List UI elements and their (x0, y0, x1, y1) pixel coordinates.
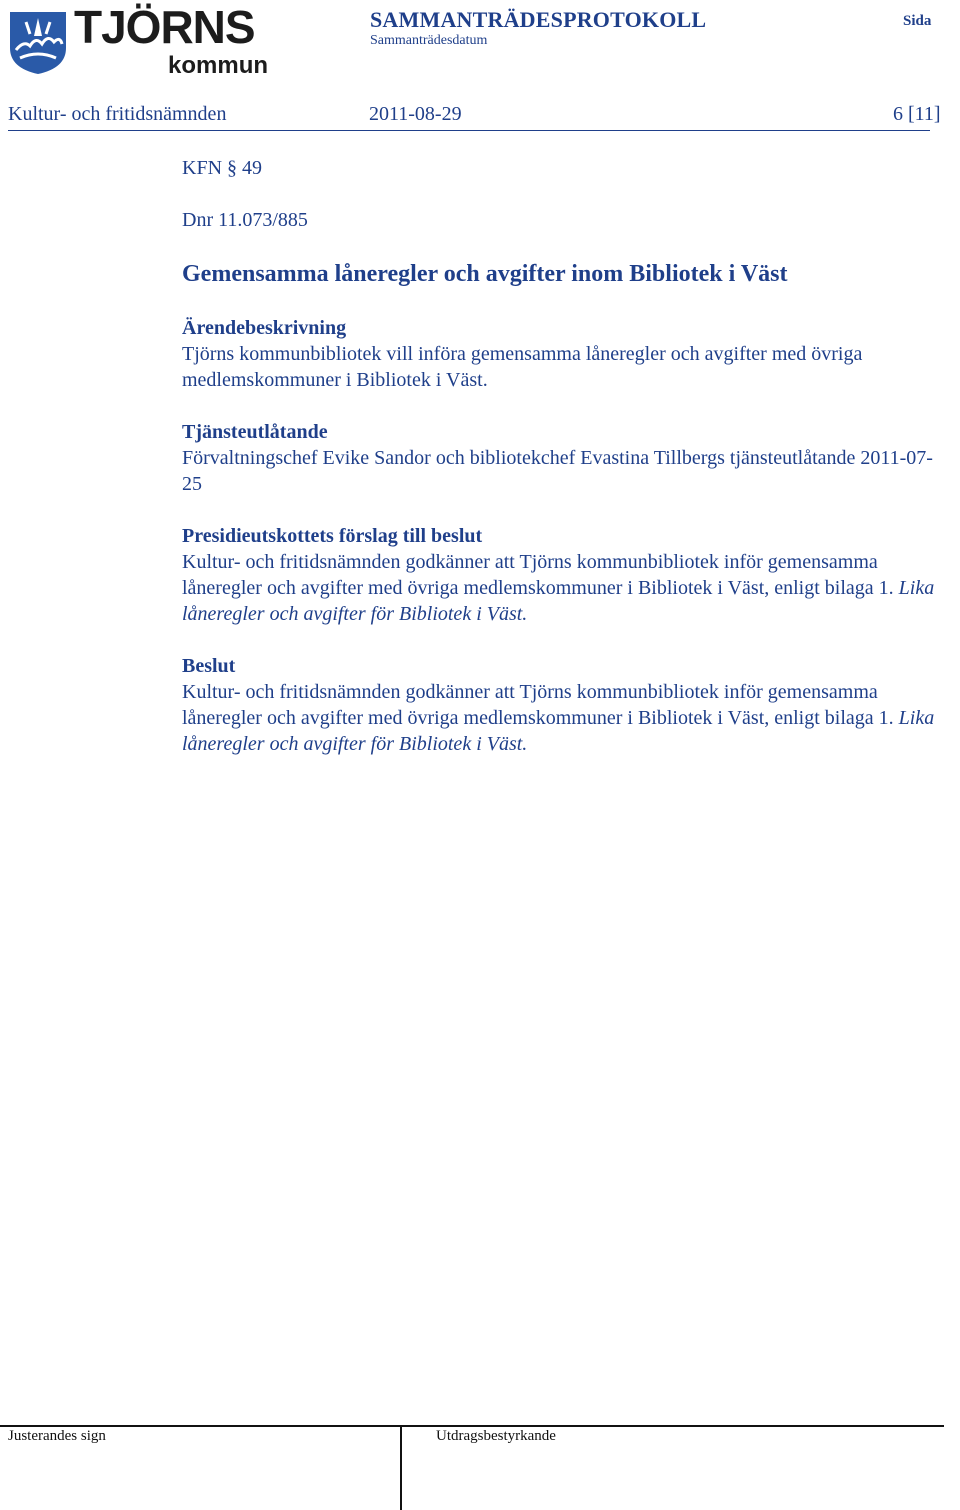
section-text: Tjörns kommunbibliotek vill införa gemensamma låneregler och avgifter med övriga medlemskommuner i Bibliotek i Väst. (182, 343, 863, 391)
meeting-date: 2011-08-29 (369, 103, 462, 125)
section-decision (182, 653, 952, 757)
logo-subtitle: kommun (168, 52, 269, 79)
footer-divider (0, 1425, 944, 1427)
section-paragraph-number: KFN § 49 (182, 157, 263, 179)
attachment-title: Lika låneregler och avgifter för Bibliotek i Väst. (182, 707, 935, 755)
case-number: Dnr 11.073/885 (182, 209, 308, 231)
committee-name: Kultur- och fritidsnämnden (8, 103, 227, 125)
header-divider (8, 130, 930, 131)
section-heading: Tjänsteutlåtande (182, 421, 328, 443)
meeting-date-label: Sammanträdesdatum (370, 33, 488, 48)
adjuster-signature-label: Justerandes sign (8, 1428, 106, 1444)
page-label: Sida (903, 13, 932, 29)
footer-column-divider (400, 1425, 402, 1510)
section-text-body: Kultur- och fritidsnämnden godkänner att Tjörns kommunbibliotek inför gemensamma låneregler och avgifter med övriga medlemskommuner i Bibliotek i Väst, enligt bilaga 1. (182, 681, 894, 729)
coat-of-arms-icon (8, 10, 68, 76)
section-text-body: Kultur- och fritidsnämnden godkänner att Tjörns kommunbibliotek inför gemensamma låneregler och avgifter med övriga medlemskommuner i Bibliotek i Väst, enligt bilaga 1. (182, 551, 894, 599)
logo-wordmark: TJÖRNS (74, 1, 255, 53)
section-case-description (182, 315, 952, 393)
section-text: Förvaltningschef Evike Sandor och bibliotekchef Evastina Tillbergs tjänsteutlåtande 2011-07-25 (182, 447, 933, 495)
document-type: SAMMANTRÄDESPROTOKOLL (370, 7, 707, 32)
page-number: 6 [11] (893, 103, 941, 125)
municipality-logo (8, 1, 270, 82)
section-text (182, 549, 952, 627)
section-heading: Presidieutskottets förslag till beslut (182, 525, 483, 547)
section-heading: Beslut (182, 655, 236, 677)
section-text (182, 679, 952, 757)
document-title: Gemensamma låneregler och avgifter inom Bibliotek i Väst (182, 261, 788, 287)
attachment-title: Lika låneregler och avgifter för Bibliotek i Väst. (182, 577, 935, 625)
section-heading: Ärendebeskrivning (182, 317, 347, 339)
extract-certification-label: Utdragsbestyrkande (436, 1428, 556, 1444)
section-proposal (182, 523, 952, 627)
section-official-statement (182, 419, 952, 497)
